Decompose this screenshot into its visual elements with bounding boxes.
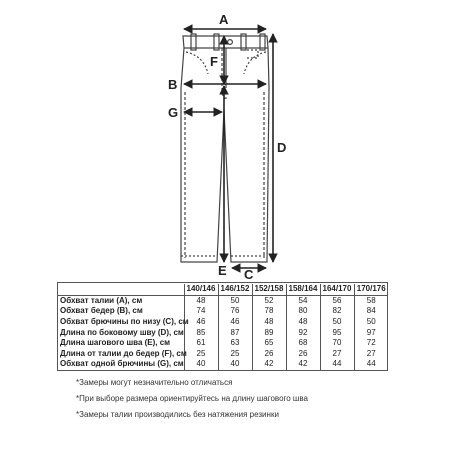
notes xyxy=(76,378,308,426)
size-header: 164/170 xyxy=(320,284,354,295)
size-header-row xyxy=(58,284,388,295)
param-label: Длина от талии до бедер (F), см xyxy=(60,348,187,358)
value-cell: 46 xyxy=(184,317,218,328)
value-cell: 58 xyxy=(366,295,376,305)
value-cell: 50 xyxy=(218,295,252,306)
value-cell: 48 xyxy=(252,317,286,328)
value-cell: 54 xyxy=(286,295,320,306)
value-cell: 25 xyxy=(218,349,252,360)
value-cell: 95 xyxy=(320,327,354,338)
param-label: Обхват брючины по низу (C), см xyxy=(60,317,189,327)
value-cell: 92 xyxy=(286,327,320,338)
label-b: B xyxy=(168,77,178,92)
pants-outline xyxy=(181,34,269,262)
label-e: E xyxy=(218,263,227,278)
size-header: 170/176 xyxy=(354,284,388,295)
value-cell: 50 xyxy=(366,317,376,327)
size-header: 152/158 xyxy=(252,284,286,295)
value-cell: 76 xyxy=(218,306,252,317)
label-c: C xyxy=(244,267,254,280)
table-row xyxy=(58,317,388,328)
value-cell: 44 xyxy=(366,359,376,369)
value-cell: 82 xyxy=(320,306,354,317)
note-item: *Замеры могут незначительно отличаться xyxy=(76,378,233,387)
size-header: 146/152 xyxy=(218,284,252,295)
value-cell: 89 xyxy=(252,327,286,338)
value-cell: 63 xyxy=(218,338,252,349)
value-cell: 48 xyxy=(286,317,320,328)
value-cell: 68 xyxy=(286,338,320,349)
value-cell: 65 xyxy=(252,338,286,349)
value-cell: 50 xyxy=(320,317,354,328)
table-row xyxy=(58,338,388,349)
param-label: Обхват бедер (B), см xyxy=(58,306,184,317)
value-cell: 80 xyxy=(286,306,320,317)
param-label: Длина шагового шва (E), см xyxy=(58,338,184,349)
corner-cell xyxy=(58,284,184,295)
table-row xyxy=(58,306,388,317)
label-a: A xyxy=(219,12,229,27)
measurement-arrows xyxy=(184,29,273,268)
value-cell: 26 xyxy=(286,349,320,360)
value-cell: 70 xyxy=(320,338,354,349)
table-row xyxy=(58,359,388,370)
value-cell: 61 xyxy=(184,338,218,349)
value-cell: 48 xyxy=(184,295,218,306)
value-cell: 42 xyxy=(286,359,320,370)
value-cell: 87 xyxy=(218,327,252,338)
size-table xyxy=(58,284,388,370)
value-cell: 46 xyxy=(218,317,252,328)
value-cell: 40 xyxy=(218,359,252,370)
value-cell: 26 xyxy=(252,349,286,360)
value-cell: 84 xyxy=(366,306,376,316)
value-cell: 97 xyxy=(366,327,376,337)
size-header: 140/146 xyxy=(184,284,218,295)
value-cell: 25 xyxy=(184,349,218,360)
param-label: Обхват одной брючины (G), см xyxy=(60,359,184,369)
table-row xyxy=(58,295,388,306)
value-cell: 52 xyxy=(252,295,286,306)
table-row xyxy=(58,349,388,360)
label-d: D xyxy=(277,140,287,155)
value-cell: 27 xyxy=(366,348,376,358)
label-f: F xyxy=(210,54,218,69)
value-cell: 72 xyxy=(366,338,376,348)
param-label: Длина по боковому шву (D), см xyxy=(60,327,184,337)
value-cell: 74 xyxy=(184,306,218,317)
value-cell: 78 xyxy=(252,306,286,317)
value-cell: 44 xyxy=(320,359,354,370)
param-label: Обхват талии (А), см xyxy=(58,295,184,306)
value-cell: 56 xyxy=(320,295,354,306)
table-row xyxy=(58,327,388,338)
value-cell: 42 xyxy=(252,359,286,370)
note-item: *Замеры талии производились без натяжения резинки xyxy=(76,410,279,419)
value-cell: 85 xyxy=(184,327,218,338)
size-header: 158/164 xyxy=(286,284,320,295)
note-item: *При выборе размера ориентируйтесь на длину шагового шва xyxy=(76,394,308,403)
label-g: G xyxy=(168,105,179,120)
value-cell: 27 xyxy=(320,349,354,360)
value-cell: 40 xyxy=(184,359,218,370)
